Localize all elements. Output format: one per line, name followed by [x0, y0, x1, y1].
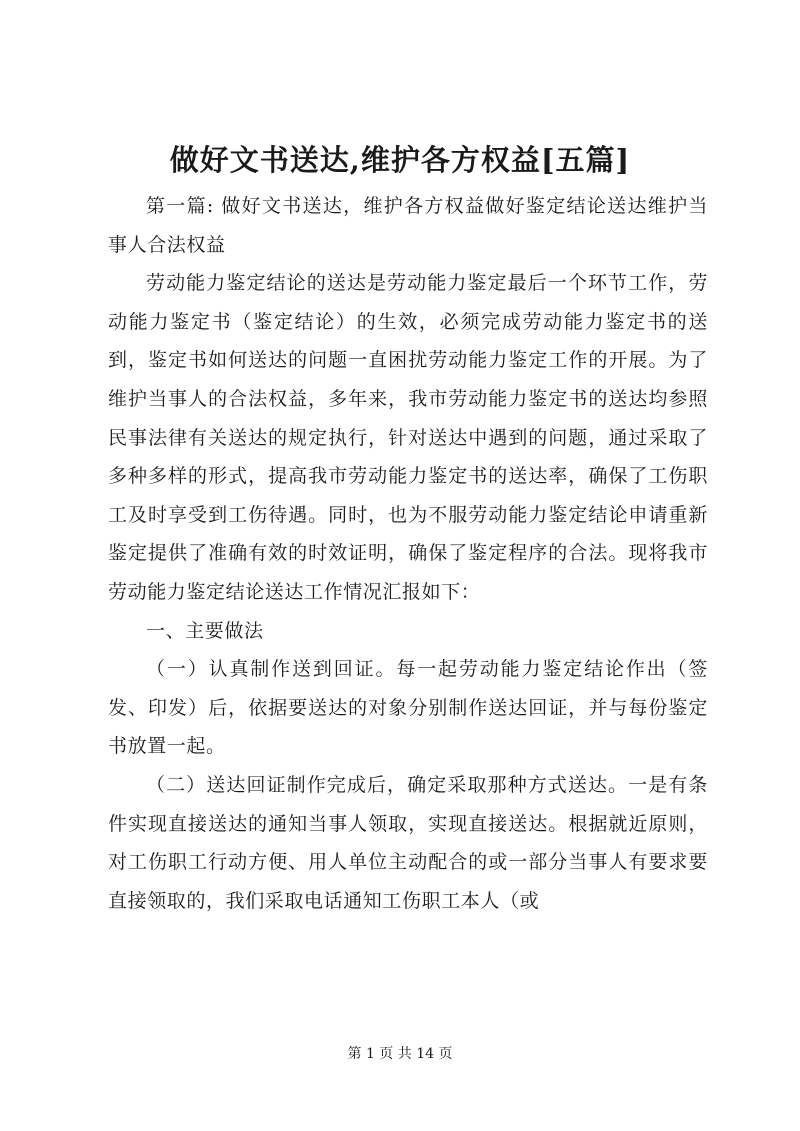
paragraph-item-1: （一）认真制作送到回证。每一起劳动能力鉴定结论作出（签发、印发）后，依据要送达的对象分别制作送达回证，并与每份鉴定书放置一起。: [108, 658, 708, 758]
paragraph-main-practices-heading: 一、主要做法: [146, 619, 264, 642]
paragraph-item-2: （二）送达回证制作完成后，确定采取那种方式送达。一是有条件实现直接送达的通知当事人领取，实现直接送达。根据就近原则，对工伤职工行动方便、用人单位主动配合的或一部分当事人有要求要直接领取的，我们采取电话通知工伤职工本人（或: [108, 773, 708, 912]
document-title: 做好文书送达,维护各方权益[五篇]: [169, 143, 631, 177]
document-body: [108, 187, 708, 920]
paragraph-intro: 劳动能力鉴定结论的送达是劳动能力鉴定最后一个环节工作，劳动能力鉴定书（鉴定结论）的生效，必须完成劳动能力鉴定书的送到，鉴定书如何送达的问题一直困扰劳动能力鉴定工作的开展。为了维护当事人的合法权益，多年来，我市劳动能力鉴定书的送达均参照民事法律有关送达的规定执行，针对送达中遇到的问题，通过采取了多种多样的形式，提高我市劳动能力鉴定书的送达率，确保了工伤职工及时享受到工伤待遇。同时，也为不服劳动能力鉴定结论申请重新鉴定提供了准确有效的时效证明，确保了鉴定程序的合法。现将我市劳动能力鉴定结论送达工作情况汇报如下：: [108, 272, 708, 603]
paragraph-section-heading: 第一篇: 做好文书送达，维护各方权益做好鉴定结论送达维护当事人合法权益: [108, 195, 708, 256]
page-number-footer: 第 1 页 共 14 页: [347, 1046, 453, 1062]
